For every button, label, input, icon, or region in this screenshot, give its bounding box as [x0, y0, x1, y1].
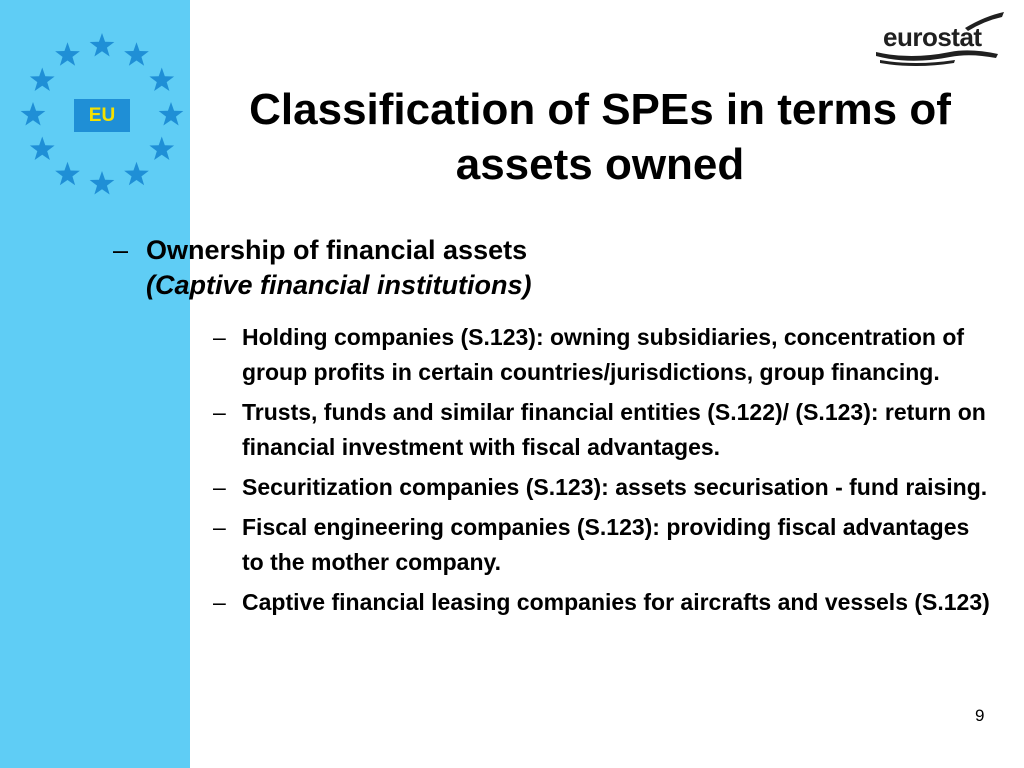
- page-number: 9: [975, 706, 985, 725]
- bullet-dash: –: [213, 324, 226, 350]
- star-icon: [124, 162, 149, 186]
- sub-bullet-list: [213, 320, 993, 625]
- title-line-1: Classification of SPEs in terms of: [249, 85, 951, 134]
- list-item: [213, 395, 993, 465]
- list-item-text: Trusts, funds and similar financial entities (S.122)/ (S.123): return on financial investment with fiscal advantages.: [242, 399, 986, 460]
- eu-badge: EU: [74, 99, 130, 132]
- star-icon: [30, 68, 55, 92]
- list-item: [213, 470, 993, 505]
- list-item-text: Holding companies (S.123): owning subsidiaries, concentration of group profits in certain countries/jurisdictions, group financing.: [242, 324, 965, 385]
- star-icon: [149, 137, 174, 161]
- eurostat-logo-text: eurostat: [883, 22, 982, 52]
- list-item: [213, 510, 993, 580]
- star-icon: [21, 102, 46, 126]
- star-icon: [124, 42, 149, 66]
- star-icon: [55, 42, 80, 66]
- bullet-dash: –: [113, 235, 129, 265]
- star-icon: [159, 102, 184, 126]
- list-item: [213, 585, 993, 620]
- title-line-2: assets owned: [455, 140, 745, 189]
- star-icon: [90, 171, 115, 195]
- star-icon: [55, 162, 80, 186]
- bullet-dash: –: [213, 514, 226, 540]
- bullet-dash: –: [213, 474, 226, 500]
- star-icon: [149, 68, 174, 92]
- bullet-dash: –: [213, 399, 226, 425]
- star-icon: [90, 33, 115, 57]
- slide-title: [200, 82, 1000, 192]
- bullet-heading: Ownership of financial assets: [146, 235, 528, 265]
- list-item: [213, 320, 993, 390]
- list-item-text: Fiscal engineering companies (S.123): providing fiscal advantages to the mother company.: [242, 514, 970, 575]
- list-item-text: Securitization companies (S.123): assets securisation - fund raising.: [242, 474, 988, 500]
- bullet-level-1: [113, 233, 673, 303]
- bullet-subheading: (Captive financial institutions): [146, 270, 532, 300]
- list-item-text: Captive financial leasing companies for aircrafts and vessels (S.123): [242, 589, 990, 615]
- bullet-dash: –: [213, 589, 226, 615]
- star-icon: [30, 137, 55, 161]
